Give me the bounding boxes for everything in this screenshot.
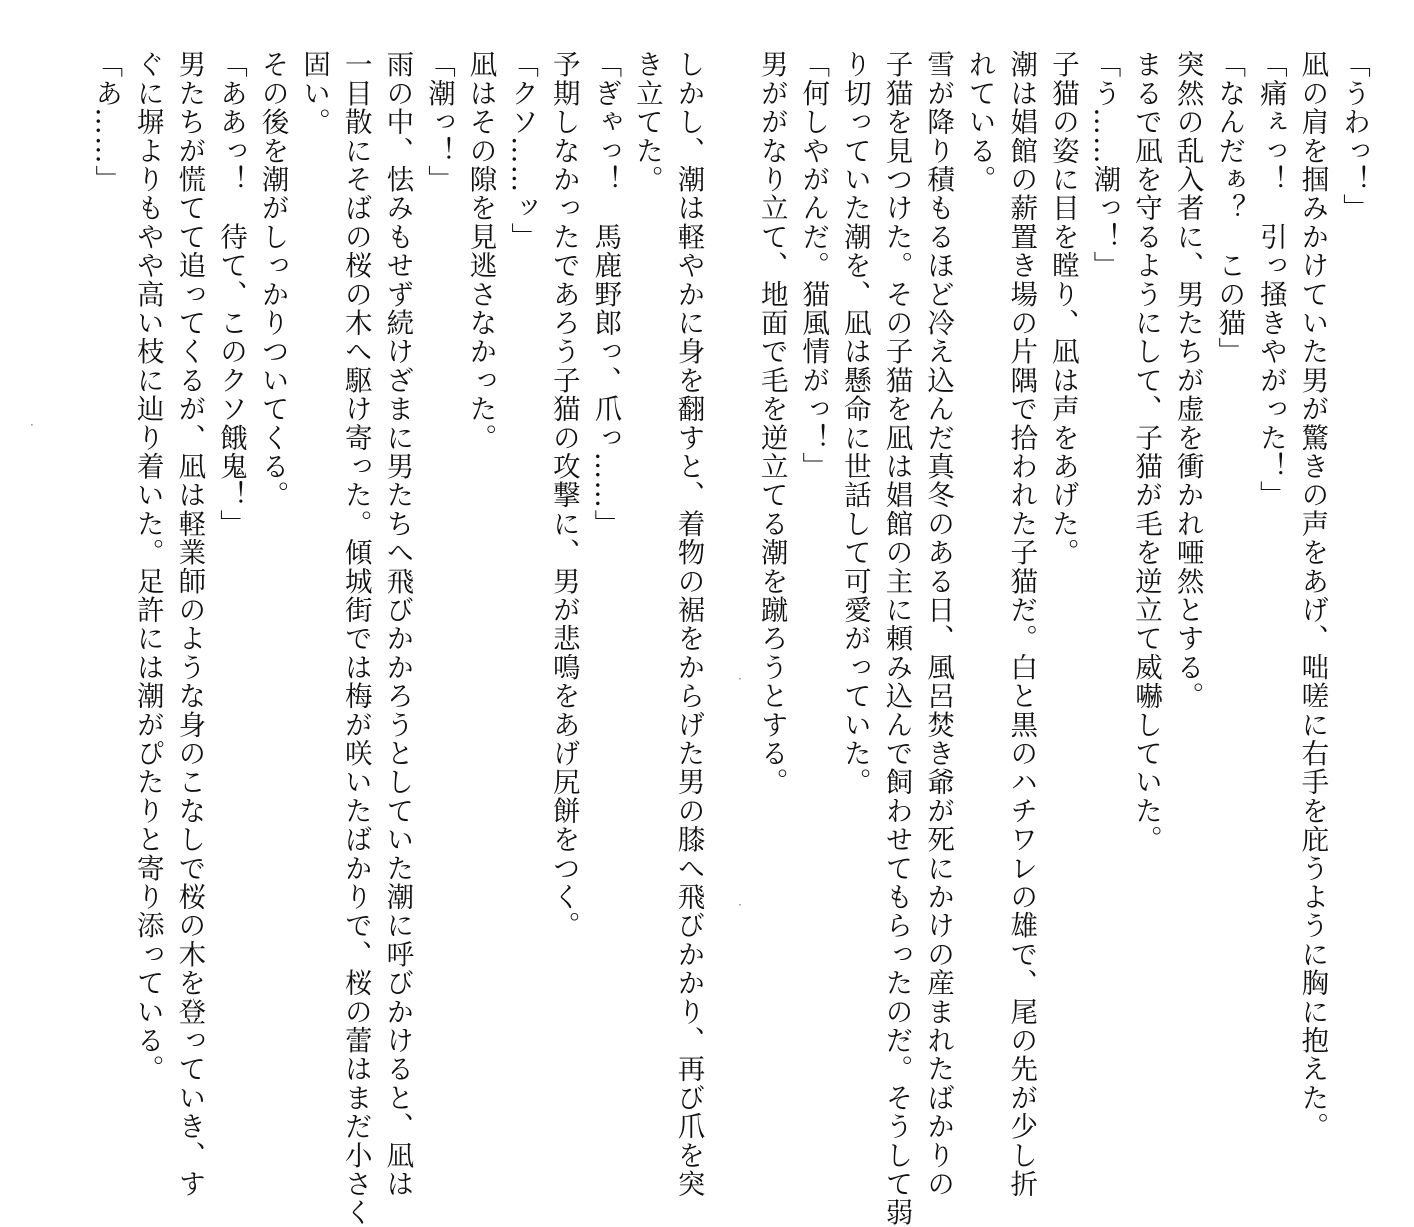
text-line: 「潮っ！」 xyxy=(422,50,455,194)
text-line: 「ああっ！ 待て、このクソ餓鬼！」 xyxy=(214,50,247,538)
text-line: 突然の乱入者に、男たちが虚を衝かれ唖然とする。 xyxy=(1171,50,1204,711)
crop-mark: · xyxy=(30,418,34,432)
text-line: 男たちが慌てて追ってくるが、凪は軽業師のような身のこなしで桜の木を登っていき、す xyxy=(173,50,206,1198)
crop-mark: · xyxy=(738,898,742,912)
text-line: 「痛ぇっ！ 引っ掻きやがった！」 xyxy=(1254,50,1287,510)
text-line: ぐに塀よりもやや高い枝に辿り着いた。足許には潮がぴたりと寄り添っている。 xyxy=(131,50,164,1084)
section-gap xyxy=(709,50,751,980)
text-line: 「あ……」 xyxy=(90,50,123,194)
text-line: 雨の中、怯みもせず続けざまに男たちへ飛びかかろうとしていた潮に呼びかけると、凪は xyxy=(381,50,414,1198)
vertical-text-body xyxy=(34,50,1374,1227)
text-line: り切っていた潮を、凪は懸命に世話して可愛がっていた。 xyxy=(838,50,871,797)
text-line: 「クソ……ッ」 xyxy=(506,50,539,251)
text-line: 凪の肩を掴みかけていた男が驚きの声をあげ、咄嗟に右手を庇うように胸に抱えた。 xyxy=(1296,50,1329,1141)
text-line: 潮は娼館の薪置き場の片隅で拾われた子猫だ。白と黒のハチワレの雄で、尾の先が少し折 xyxy=(1005,50,1038,1198)
text-line: しかし、潮は軽やかに身を翻すと、着物の裾をからげた男の膝へ飛びかかり、再び爪を突 xyxy=(672,50,705,1198)
text-line: その後を潮がしっかりついてくる。 xyxy=(256,50,289,510)
text-line: 子猫の姿に目を瞠り、凪は声をあげた。 xyxy=(1046,50,1079,567)
text-line: 「何しやがんだ。猫風情がっ！」 xyxy=(797,50,830,481)
text-line: 「ぎゃっ！ 馬鹿野郎っ、爪っ……」 xyxy=(589,50,622,538)
text-line: 「なんだぁ？ この猫」 xyxy=(1213,50,1246,366)
text-line: 「う……潮っ！」 xyxy=(1088,50,1121,280)
text-line: 雪が降り積もるほど冷え込んだ真冬のある日、風呂焚き爺が死にかけの産まれたばかりの xyxy=(922,50,955,1198)
text-line: 子猫を見つけた。その子猫を凪は娼館の主に頼み込んで飼わせてもらったのだ。そうして弱 xyxy=(880,50,913,1227)
text-line: 凪はその隙を見逃さなかった。 xyxy=(464,50,497,452)
text-line: 固い。 xyxy=(298,50,331,137)
text-line: 男ががなり立て、地面で毛を逆立てる潮を蹴ろうとする。 xyxy=(755,50,788,797)
text-line: き立てた。 xyxy=(630,50,663,194)
text-line: 一目散にそばの桜の木へ駆け寄った。傾城街では梅が咲いたばかりで、桜の蕾はまだ小さく xyxy=(339,50,372,1227)
text-line: れている。 xyxy=(963,50,996,194)
text-line: 「うわっ！」 xyxy=(1338,50,1370,223)
text-line: まるで凪を守るようにして、子猫が毛を逆立て威嚇していた。 xyxy=(1130,50,1163,854)
text-line: 予期しなかったであろう子猫の攻撃に、男が悲鳴をあげ尻餅をつく。 xyxy=(547,50,580,940)
crop-mark: · xyxy=(738,672,742,686)
